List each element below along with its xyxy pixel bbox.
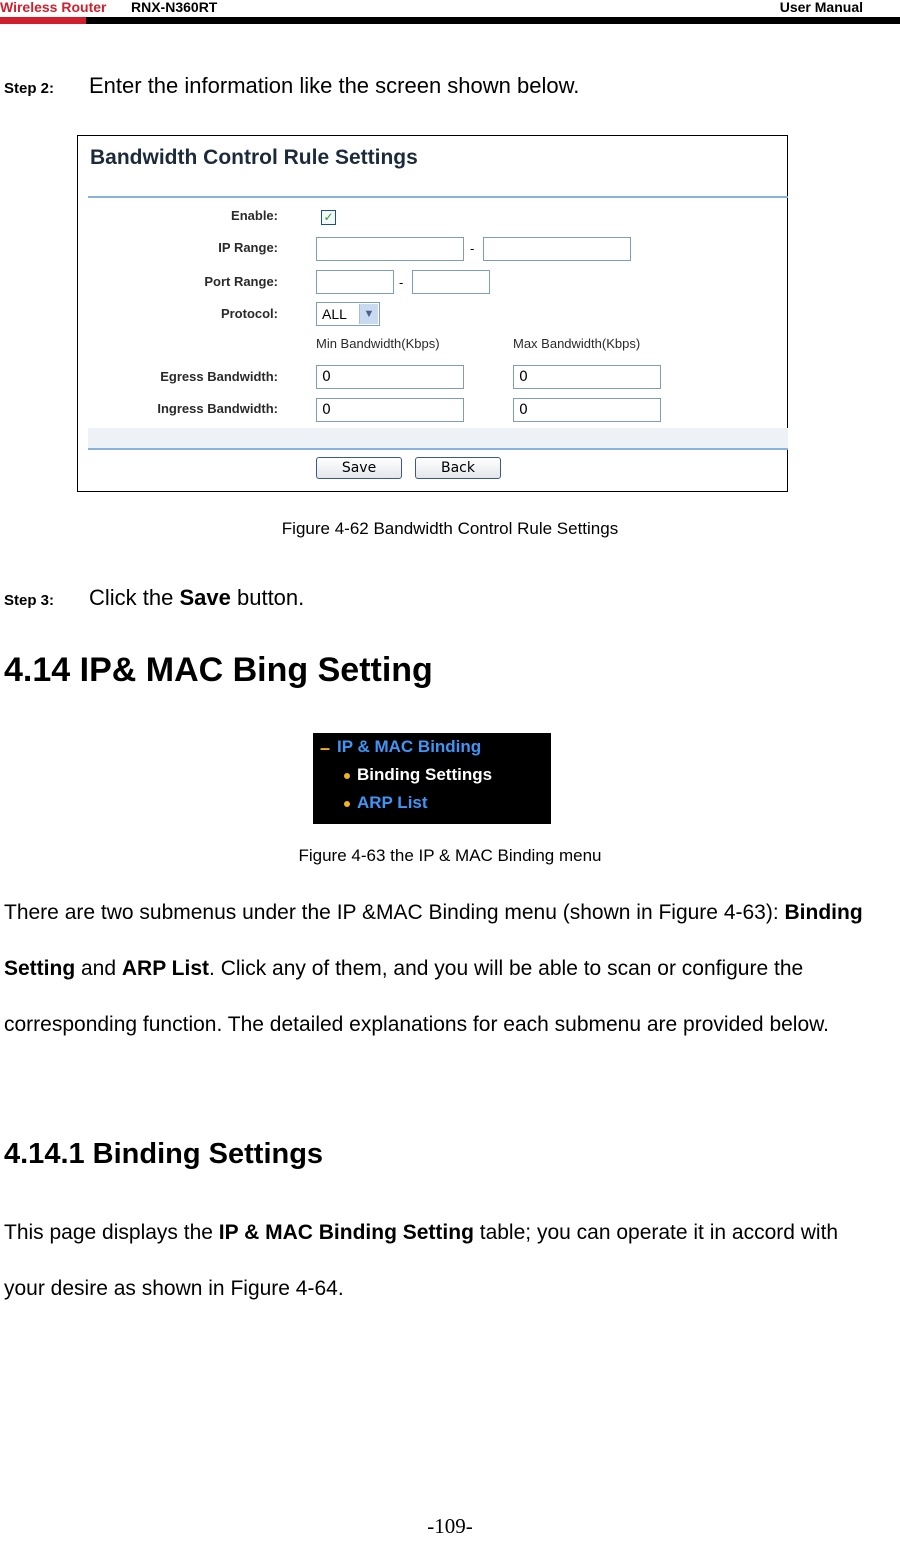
para1-arp-list: ARP List	[121, 957, 210, 980]
para2-text-2: table; you can operate it in accord with your desire as shown in Figure 4-64.	[4, 1221, 839, 1300]
step-2-label: Step 2:	[4, 80, 55, 97]
ip-mac-binding-menu	[313, 733, 551, 824]
ip-range-label: IP Range:	[218, 240, 278, 255]
menu-binding-settings[interactable]: Binding Settings	[357, 765, 493, 784]
ingress-min-input[interactable]: 0	[316, 398, 464, 422]
egress-label: Egress Bandwidth:	[160, 369, 278, 384]
step-2-text: Enter the information like the screen shown below.	[89, 73, 580, 98]
ip-range-start-input[interactable]	[316, 237, 464, 261]
page-number: -109-	[427, 1514, 473, 1538]
ingress-max-input[interactable]: 0	[513, 398, 661, 422]
button-divider	[88, 448, 788, 450]
para1-text-3: . Click any of them, and you will be able to scan or configure the corresponding function. The detailed explanations for each submenu are provided below.	[4, 957, 829, 1036]
port-range-end-input[interactable]	[412, 270, 490, 294]
menu-arp-list[interactable]: ARP List	[357, 793, 428, 812]
figure-62-caption: Figure 4-62 Bandwidth Control Rule Settings	[281, 519, 619, 538]
para1-text-2: and	[75, 957, 122, 980]
save-button[interactable]: Save	[316, 457, 402, 479]
bandwidth-rule-settings-panel	[77, 135, 788, 492]
header-model: RNX-N360RT	[131, 0, 218, 15]
step-3-save-word: Save	[179, 585, 231, 610]
back-button[interactable]: Back	[415, 457, 501, 479]
step-3	[4, 585, 304, 611]
min-bandwidth-header: Min Bandwidth(Kbps)	[316, 336, 440, 351]
running-header	[0, 0, 900, 26]
binding-settings-description	[4, 1205, 874, 1317]
protocol-select[interactable]	[316, 302, 380, 326]
header-brand: Wireless Router	[0, 0, 107, 15]
header-rule-red	[0, 17, 86, 24]
para1-text-1: There are two submenus under the IP &MAC Binding menu (shown in Figure 4-63):	[4, 901, 785, 924]
egress-min-input[interactable]: 0	[316, 365, 464, 389]
step-3-pre: Click the	[89, 585, 180, 610]
port-range-start-input[interactable]	[316, 270, 394, 294]
max-bandwidth-header: Max Bandwidth(Kbps)	[513, 336, 641, 351]
header-rule-black	[86, 17, 900, 24]
title-divider	[88, 196, 788, 198]
figure-63-caption: Figure 4-63 the IP & MAC Binding menu	[298, 846, 602, 865]
port-range-label: Port Range:	[204, 274, 278, 289]
submenu-description	[4, 885, 874, 1053]
enable-label: Enable:	[231, 208, 278, 223]
protocol-label: Protocol:	[220, 306, 278, 321]
para2-bold: IP & MAC Binding Setting	[218, 1221, 474, 1244]
button-band	[88, 428, 788, 448]
header-manual-title: User Manual	[779, 0, 863, 15]
egress-max-input[interactable]: 0	[513, 365, 661, 389]
ip-range-separator: -	[470, 241, 475, 256]
ingress-label: Ingress Bandwidth:	[157, 401, 278, 416]
step-2	[4, 73, 579, 99]
step-3-label: Step 3:	[4, 592, 55, 609]
section-4-14-heading: 4.14 IP& MAC Bing Setting	[4, 651, 433, 689]
protocol-value: ALL	[322, 306, 347, 322]
ip-range-end-input[interactable]	[483, 237, 631, 261]
para2-text-1: This page displays the	[4, 1221, 219, 1244]
bullet-icon	[344, 773, 350, 779]
menu-ip-mac-binding[interactable]: IP & MAC Binding	[337, 737, 482, 756]
step-3-post: button.	[230, 585, 305, 610]
bullet-icon	[344, 801, 350, 807]
enable-checkbox[interactable]: ✓	[321, 210, 336, 225]
port-range-separator: -	[399, 275, 404, 290]
para1-binding-setting: Binding Setting	[4, 901, 863, 980]
chevron-down-icon: ▼	[359, 304, 378, 324]
collapse-icon: –	[320, 738, 331, 758]
panel-title: Bandwidth Control Rule Settings	[90, 146, 418, 169]
section-4-14-1-heading: 4.14.1 Binding Settings	[4, 1138, 324, 1170]
